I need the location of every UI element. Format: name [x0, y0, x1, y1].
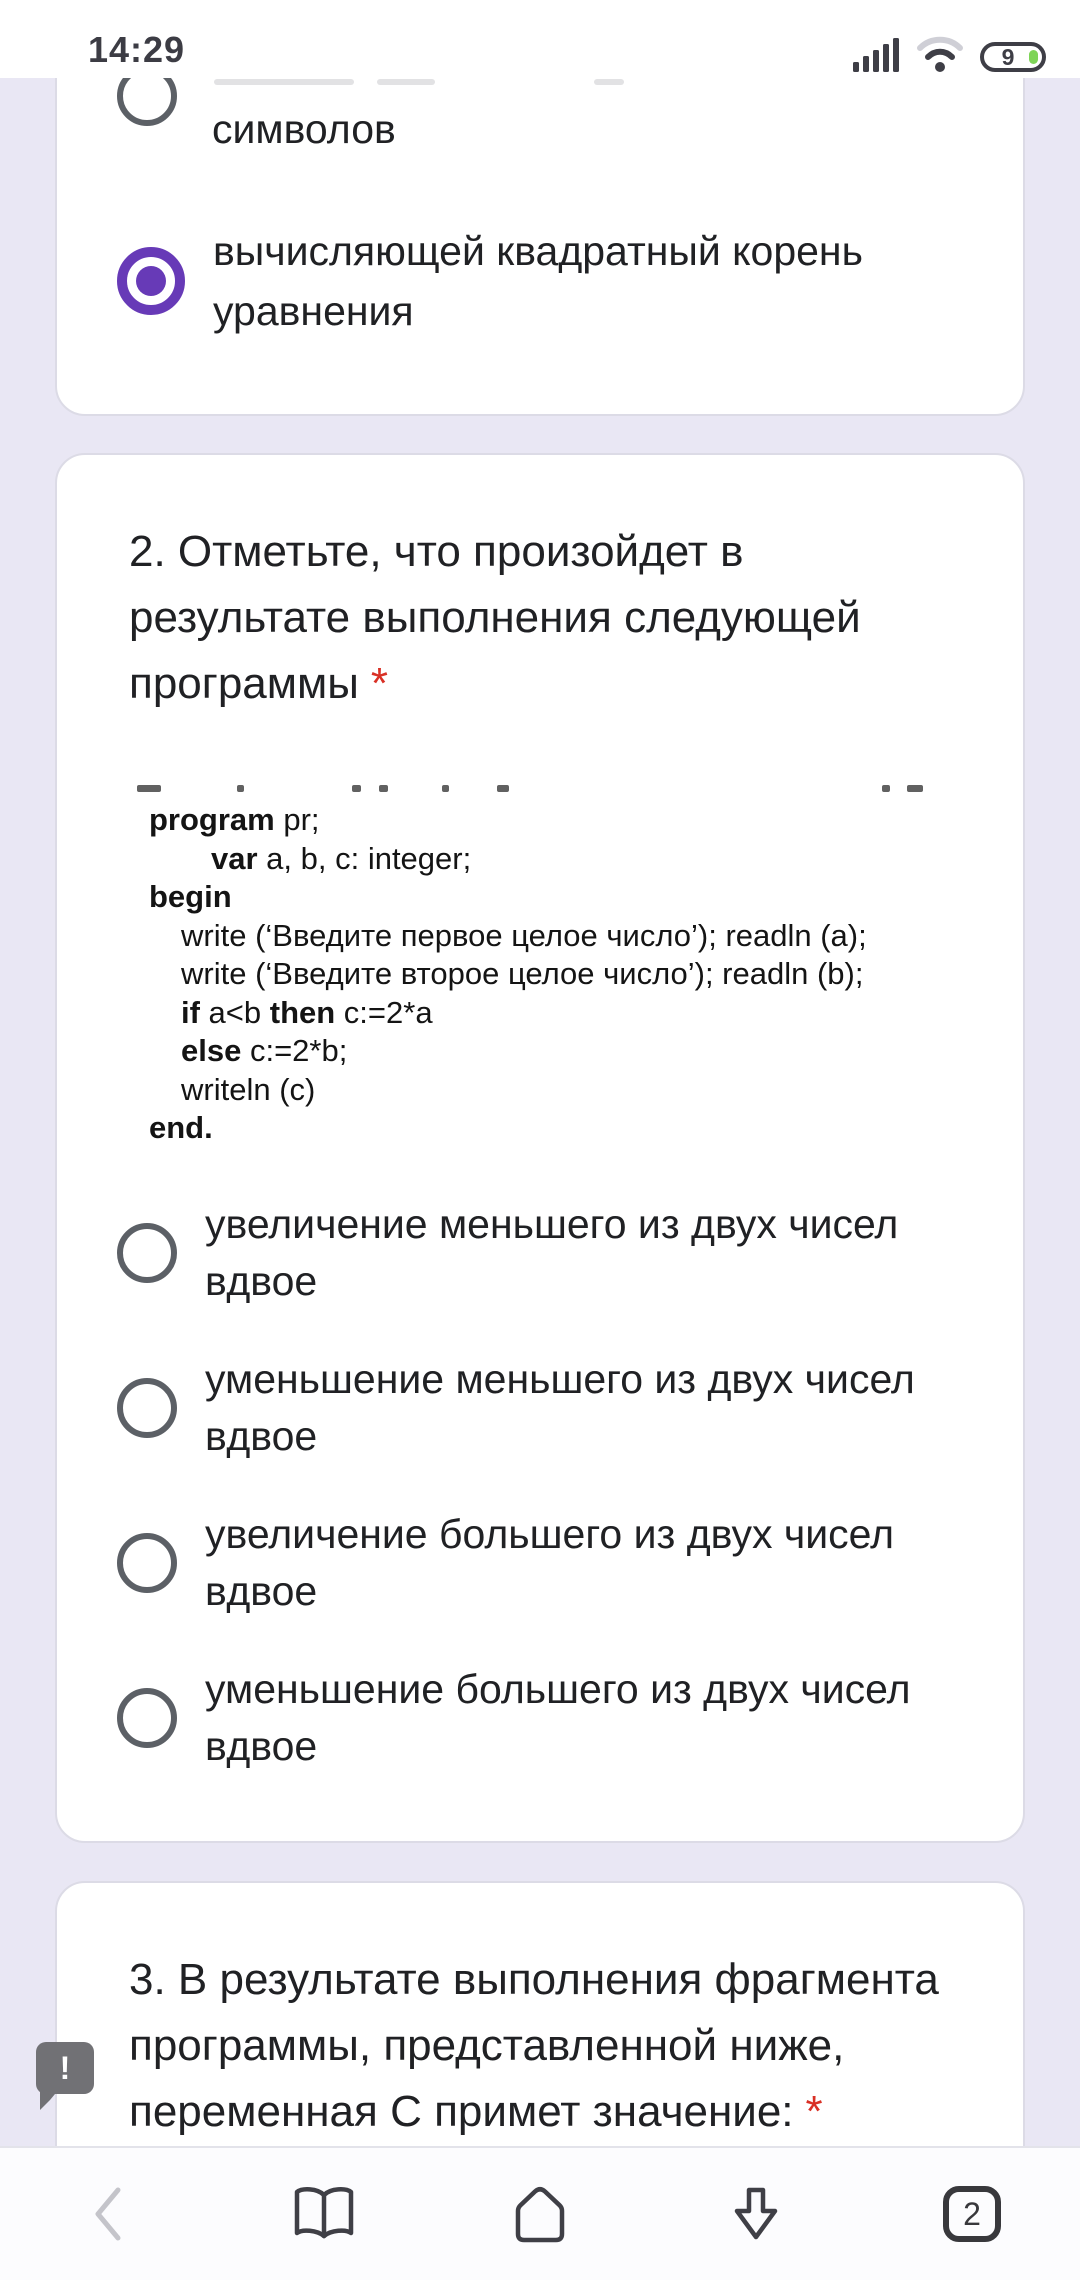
option-row[interactable] [117, 1351, 993, 1465]
required-asterisk: * [370, 659, 389, 708]
option-label: увеличение большего из двух чисел вдвое [205, 1511, 895, 1614]
scan-artifact [907, 785, 923, 792]
option-label: уменьшение меньшего из двух чисел вдвое [205, 1356, 915, 1459]
scan-artifact [352, 785, 361, 792]
radio-option-unselected[interactable] [117, 1688, 177, 1748]
open-book-icon [291, 2185, 357, 2243]
question-card-2 [55, 453, 1025, 1843]
alert-bubble[interactable] [36, 2042, 94, 2094]
radio-option-unselected[interactable] [117, 1533, 177, 1593]
clock: 14:29 [88, 29, 186, 70]
option-label: символов [212, 106, 396, 152]
home-icon [509, 2184, 571, 2244]
battery-percent: 9 [1001, 43, 1015, 70]
scan-artifact [137, 785, 161, 792]
back-chevron-icon [88, 2182, 128, 2246]
download-button[interactable] [648, 2184, 864, 2244]
code-image: program pr; var a, b, c: integer; begin write (‘Введите первое целое число’); readln (a); write (‘Введите второе целое число’); readln (b); if a<b then c:=2*a else c:=2*b; writeln (c) end. [149, 802, 867, 1145]
scan-artifact [442, 785, 449, 792]
clipped-text-artifact [594, 79, 624, 85]
option-row[interactable] [117, 1506, 993, 1620]
clipped-text-artifact [377, 79, 435, 85]
download-arrow-icon [725, 2184, 787, 2244]
tabs-button[interactable] [864, 2186, 1080, 2242]
battery-indicator [980, 42, 1046, 72]
option-row-selected[interactable] [117, 221, 993, 341]
scan-artifact [882, 785, 890, 792]
scan-artifact [497, 785, 509, 792]
back-button[interactable] [0, 2182, 216, 2246]
option-label: вычисляющей квадратный корень уравнения [213, 228, 863, 334]
radio-option-selected[interactable] [117, 247, 185, 315]
required-asterisk: * [805, 2087, 823, 2136]
home-button[interactable] [432, 2184, 648, 2244]
radio-option-unselected[interactable] [117, 1378, 177, 1438]
bookmarks-button[interactable] [216, 2185, 432, 2243]
scan-artifact [237, 785, 244, 792]
option-row[interactable] [117, 1196, 993, 1310]
wifi-icon [916, 36, 964, 72]
radio-option-unselected[interactable] [117, 1223, 177, 1283]
question-title: 3. В результате выполнения фрагмента программы, представленной ниже, переменная С примет значение: * [129, 1955, 939, 2136]
scan-artifact [379, 785, 388, 792]
option-label: увеличение меньшего из двух чисел вдвое [205, 1201, 899, 1304]
signal-icon [852, 38, 900, 72]
option-label: уменьшение большего из двух чисел вдвое [205, 1666, 911, 1769]
tab-counter [943, 2186, 1001, 2242]
tab-count: 2 [963, 2196, 981, 2232]
clipped-text-artifact [214, 79, 354, 85]
status-bar [0, 0, 1080, 78]
battery-charge-fill [1029, 50, 1038, 64]
option-row[interactable] [117, 1661, 993, 1775]
browser-toolbar [0, 2146, 1080, 2280]
status-icons [852, 36, 1046, 72]
exclamation-icon: ! [59, 2049, 71, 2086]
question-title: 2. Отметьте, что произойдет в результате выполнения следующей программы * [129, 527, 861, 708]
